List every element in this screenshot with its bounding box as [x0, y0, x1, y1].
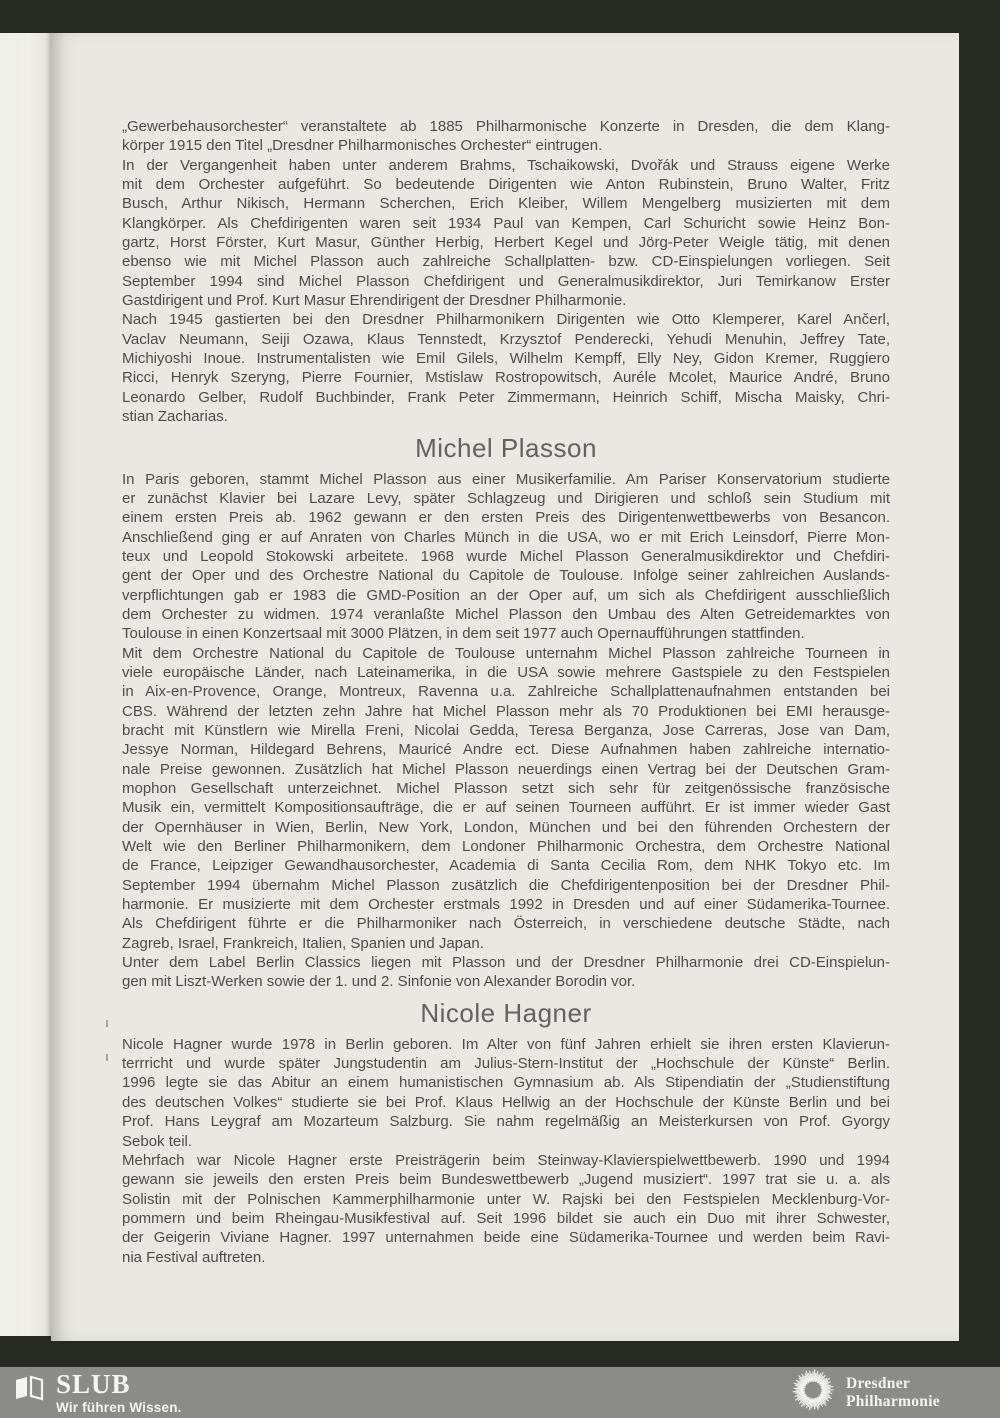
paragraph	[122, 1151, 890, 1267]
text-line: Mehrfach war Nicole Hagner erste Preisträgerin beim Steinway-Klavierspielwettbewerb. 1990 und 1994	[122, 1151, 890, 1169]
text-line: Busch, Arthur Nikisch, Hermann Scherchen, Erich Kleiber, Willem Mengelberg musizierten mit dem	[122, 195, 890, 213]
text-line: terrricht und wurde später Jungstudentin am Julius-Stern-Institut der „Hochschule der Künste“ Berlin.	[122, 1055, 890, 1073]
scan-speck	[106, 1020, 108, 1027]
section-heading: Nicole Hagner	[420, 997, 592, 1028]
text-line: des deutschen Volkes“ studierte sie bei Prof. Klaus Hellwig an der Hochschule der Künste Berlin und bei	[122, 1093, 890, 1111]
text-line: CBS. Während der letzten zehn Jahre hat Michel Plasson mehr als 70 Produktionen bei EMI herausge-	[122, 702, 890, 720]
text-line: bracht mit Künstlern wie Mirella Freni, Nicolai Gedda, Teresa Berganza, Jose Carreras, Jose van Dam,	[122, 721, 890, 739]
paragraph	[122, 310, 890, 426]
text-line: harmonie. Er musizierte mit dem Orchester erstmals 1992 in Dresden und auf einer Südamerika-Tournee.	[122, 896, 890, 914]
text-line: verpflichtungen gab er 1983 die GMD-Position an der Oper auf, um sich als Chefdirigent ausschließlich	[122, 586, 890, 604]
text-line: dem Orchester zu widmen. 1974 veranlaßte Michel Plasson den Umbau des Alten Getreidemarktes von	[122, 605, 890, 623]
text-line: Nicole Hagner wurde 1978 in Berlin geboren. Im Alter von fünf Jahren erhielt sie ihren ersten Klavierun-	[122, 1035, 890, 1053]
paragraph	[122, 470, 890, 644]
text-line: nia Festival auftreten.	[122, 1248, 266, 1266]
text-line: Mit dem Orchestre National du Capitole de Toulouse unternahm Michel Plasson zahlreiche Tourneen in	[122, 644, 890, 662]
text-line: gen mit Liszt-Werken sowie der 1. und 2. Sinfonie von Alexander Borodin vor.	[122, 973, 636, 991]
text-line: ebenso wie mit Michel Plasson auch zahlreiche Schallplatten- bzw. CD-Einspielungen vorliegen. Seit	[122, 253, 890, 271]
text-line: In Paris geboren, stammt Michel Plasson aus einer Musikerfamilie. Am Pariser Konservatorium studierte	[122, 470, 890, 488]
paragraph	[122, 644, 890, 954]
section-heading: Michel Plasson	[415, 432, 597, 463]
text-line: Michiyoshi Inoue. Instrumentalisten wie Emil Gilels, Wilhelm Kempff, Elly Ney, Gidon Kremer, Ruggiero	[122, 350, 890, 368]
scanned-page	[51, 33, 959, 1341]
text-line: einem ersten Preis ab. 1962 gewann er den ersten Preis des Dirigentenwettbewerbs von Besancon.	[122, 509, 890, 527]
text-line: Vaclav Neumann, Seiji Ozawa, Klaus Tennstedt, Krzysztof Penderecki, Yehudi Menuhin, Jeffrey Tate,	[122, 330, 890, 348]
text-line: Sebok teil.	[122, 1132, 193, 1150]
scan-speck	[106, 1054, 108, 1061]
text-line: er zunächst Klavier bei Lazare Levy, später Schlagzeug und Dirigieren und schloß sein Studium mit	[122, 489, 890, 507]
text-line: In der Vergangenheit haben unter anderem Brahms, Tschaikowski, Dvořák und Strauss eigene Werke	[122, 156, 890, 174]
facing-page-edge	[0, 33, 51, 1336]
open-book-icon	[14, 1371, 44, 1408]
text-line: September 1994 übernahm Michel Plasson zusätzlich die Chefdirigentenposition bei der Dresdner Phil-	[122, 876, 890, 894]
text-line: Zagreb, Israel, Frankreich, Italien, Spanien und Japan.	[122, 934, 484, 952]
text-line: Als Chefdirigent führte er die Philharmoniker nach Österreich, in verschiedene deutsche Städte, nach	[122, 915, 890, 933]
text-line: nale Preise gewonnen. Zusätzlich hat Michel Plasson neuerdings einen Vertrag bei der Deutschen Gram-	[122, 760, 890, 778]
dresdner-philharmonie-logo[interactable]	[790, 1367, 940, 1418]
text-line: teux und Leopold Stokowski arbeitete. 1968 wurde Michel Plasson Generalmusikdirektor und Chefdiri-	[122, 547, 890, 565]
paragraph	[122, 117, 890, 156]
paragraph	[122, 156, 890, 311]
text-line: mophon Gesellschaft unterzeichnet. Michel Plasson setzt sich sehr für zeitgenössische französische	[122, 780, 890, 797]
text-line: in Aix-en-Provence, Orange, Montreux, Ravenna u.a. Zahlreiche Schallplattenaufnahmen entstanden bei	[122, 683, 890, 701]
text-line: der Opernhäuser in Wien, Berlin, New York, London, München und bei den führenden Orchestern der	[122, 818, 890, 836]
text-line: Welt wie den Berliner Philharmonikern, dem Londoner Philharmonic Orchestra, dem Orchestre National	[122, 838, 890, 856]
text-line: „Gewerbehausorchester“ veranstaltete ab 1885 Philharmonische Konzerte in Dresden, die dem Klang-	[122, 118, 890, 135]
text-line: Unter dem Label Berlin Classics liegen mit Plasson und der Dresdner Philharmonie drei CD-Einspielun-	[122, 954, 890, 972]
text-line: Anschließend ging er auf Anraten von Charles Münch in die USA, wo er mit Erich Leinsdorf, Pierre Mon-	[122, 528, 890, 546]
paragraph	[122, 1035, 890, 1151]
text-line: viele europäische Länder, nach Lateinamerika, in die USA sowie mehrere Gastspiele zu den Festspielen	[122, 663, 890, 681]
text-line: gent der Oper und des Orchestre National du Capitole de Toulouse. Infolge seiner zahlreichen Auslands-	[122, 567, 890, 585]
text-line: gartz, Horst Förster, Kurt Masur, Günther Herbig, Herbert Kegel und Jörg-Peter Weigle tätig, mit denen	[122, 234, 890, 252]
text-line: Ricci, Henryk Szeryng, Pierre Fournier, Mstislaw Rostropowitsch, Auréle Mcolet, Maurice André, Bruno	[122, 369, 890, 387]
text-line: Klangkörper. Als Chefdirigenten waren seit 1934 Paul van Kempen, Carl Schuricht sowie Heinz Bon-	[122, 214, 890, 232]
text-line: Solistin mit der Polnischen Kammerphilharmonie unter W. Rajski bei den Festspielen Mecklenburg-Vor-	[122, 1190, 890, 1208]
text-line: der Geigerin Viviane Hagner. 1997 unternahmen beide eine Südamerika-Tournee und werden beim Ravi-	[122, 1229, 890, 1247]
text-line: stian Zacharias.	[122, 408, 228, 426]
text-line: Musik ein, vermittelt Kompositionsaufträge, die er auf seinen Tourneen aufführt. Er ist immer wieder Gast	[122, 799, 890, 817]
slub-tagline: Wir führen Wissen.	[56, 1399, 182, 1415]
text-line: Leonardo Gelber, Rudolf Buchbinder, Frank Peter Zimmermann, Heinrich Schiff, Mischa Maisky, Chri-	[122, 388, 890, 406]
text-line: September 1994 sind Michel Plasson Chefdirigent und Generalmusikdirektor, Juri Temirkanow Erster	[122, 272, 890, 290]
page-text-block	[122, 117, 890, 1267]
slub-logo[interactable]	[14, 1368, 182, 1415]
paragraph	[122, 953, 890, 992]
text-line: gewann sie jeweils den ersten Preis beim Bundeswettbewerb „Jugend musiziert“. 1997 trat sie u. a. als	[122, 1171, 890, 1189]
text-line: Jessye Norman, Hildegard Behrens, Mauricé Andre ect. Diese Aufnahmen haben zahlreiche internatio-	[122, 741, 890, 759]
dresdner-philharmonie-wordmark: Dresdner Philharmonie	[845, 1374, 940, 1410]
text-line: Prof. Hans Leygraf am Mozarteum Salzburg. Sie nahm regelmäßig an Meisterkursen von Prof. Gyorgy	[122, 1113, 890, 1131]
text-line: Toulouse in einen Konzertsaal mit 3000 Plätzen, in dem seit 1977 auch Opernaufführungen stattfinden.	[122, 625, 805, 643]
viewer-footer-bar	[0, 1367, 1000, 1418]
text-line: Nach 1945 gastierten bei den Dresdner Philharmonikern Dirigenten wie Otto Klemperer, Karel Ančerl,	[122, 311, 890, 329]
text-line: mit dem Orchester aufgeführt. So bedeutende Dirigenten wie Anton Rubinstein, Bruno Walter, Fritz	[122, 176, 890, 194]
text-line: 1996 legte sie das Abitur an einem humanistischen Gymnasium ab. Als Stipendiatin der „Studienstiftung	[122, 1074, 890, 1092]
text-line: de France, Leipziger Gewandhausorchester, Academia di Santa Cecilia Rom, dem NHK Tokyo etc. Im	[122, 857, 890, 875]
text-line: körper 1915 den Titel „Dresdner Philharmonisches Orchester“ eintrugen.	[122, 137, 603, 155]
starburst-icon	[790, 1367, 836, 1418]
text-line: Gastdirigent und Prof. Kurt Masur Ehrendirigent der Dresdner Philharmonie.	[122, 292, 627, 310]
text-line: pommern und beim Rheingau-Musikfestival auf. Seit 1996 bildet sie auch ein Duo mit ihrer Schwester,	[122, 1209, 890, 1227]
slub-wordmark: SLUB	[56, 1368, 131, 1399]
